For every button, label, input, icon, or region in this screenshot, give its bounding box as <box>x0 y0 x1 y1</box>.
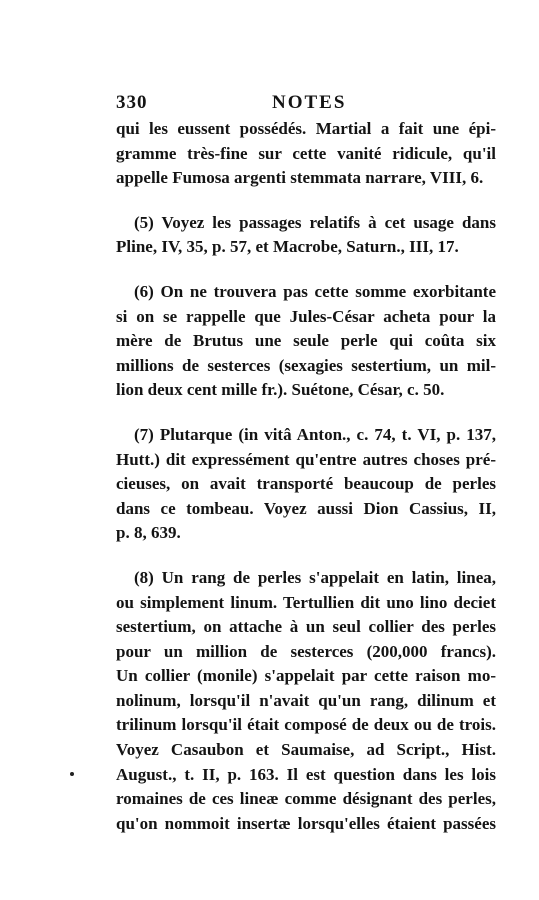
text-line: mère de Brutus une seule perle qui coûta six <box>116 331 496 351</box>
text-line: Hutt.) dit expressément qu'entre autres choses pré- <box>116 449 496 469</box>
text-line: (5) Voyez les passages relatifs à cet usage dans <box>134 212 496 232</box>
continued-paragraph <box>116 117 496 191</box>
text-line: romaines de ces lineæ comme désignant des perles, <box>116 789 496 809</box>
text-line: trilinum lorsqu'il était composé de deux ou de trois. <box>116 715 496 735</box>
page-header <box>116 92 496 118</box>
text-line: millions de sesterces (sexagies sestertium, un mil- <box>116 355 496 375</box>
text-line: qu'on nommoit insertæ lorsqu'elles étaient passées <box>116 813 496 833</box>
text-line: pour un million de sesterces (200,000 francs). <box>116 641 496 661</box>
text-line: Pline, IV, 35, p. 57, et Macrobe, Saturn., III, 17. <box>116 237 459 257</box>
text-line: dans ce tombeau. Voyez aussi Dion Cassius, II, <box>116 498 496 518</box>
text-line: August., t. II, p. 163. Il est question dans les lois <box>116 764 496 784</box>
text-line: qui les eussent possédés. Martial a fait une épi- <box>116 119 496 138</box>
text-line: lion deux cent mille fr.). Suétone, César, c. 50. <box>116 380 445 400</box>
text-line: Un collier (monile) s'appelait par cette raison mo- <box>116 666 496 686</box>
text-line: (6) On ne trouvera pas cette somme exorbitante <box>134 281 496 301</box>
ink-speck <box>70 772 74 776</box>
text-line: gramme très-fine sur cette vanité ridicule, qu'il <box>116 143 496 163</box>
text-line: (7) Plutarque (in vitâ Anton., c. 74, t. VI, p. 137, <box>134 424 496 444</box>
running-title: NOTES <box>272 92 347 113</box>
text-line: ou simplement linum. Tertullien dit uno lino deciet <box>116 592 496 612</box>
text-line: Voyez Casaubon et Saumaise, ad Script., Hist. <box>116 740 496 760</box>
text-line: p. 8, 639. <box>116 523 181 543</box>
text-line: (8) Un rang de perles s'appelait en latin, linea, <box>134 567 496 587</box>
notes-body <box>116 117 496 836</box>
text-line: appelle Fumosa argenti stemmata narrare, VIII, 6. <box>116 168 484 188</box>
page-number: 330 <box>116 92 148 113</box>
note-8 <box>116 566 496 837</box>
text-line: si on se rappelle que Jules-César acheta pour la <box>116 306 496 326</box>
text-line: nolinum, lorsqu'il n'avait qu'un rang, dilinum et <box>116 690 496 710</box>
note-7 <box>116 423 496 546</box>
text-line: cieuses, on avait transporté beaucoup de perles <box>116 474 496 494</box>
note-6 <box>116 280 496 403</box>
text-line: sestertium, on attache à un seul collier des perles <box>116 617 496 637</box>
note-5 <box>116 211 496 260</box>
